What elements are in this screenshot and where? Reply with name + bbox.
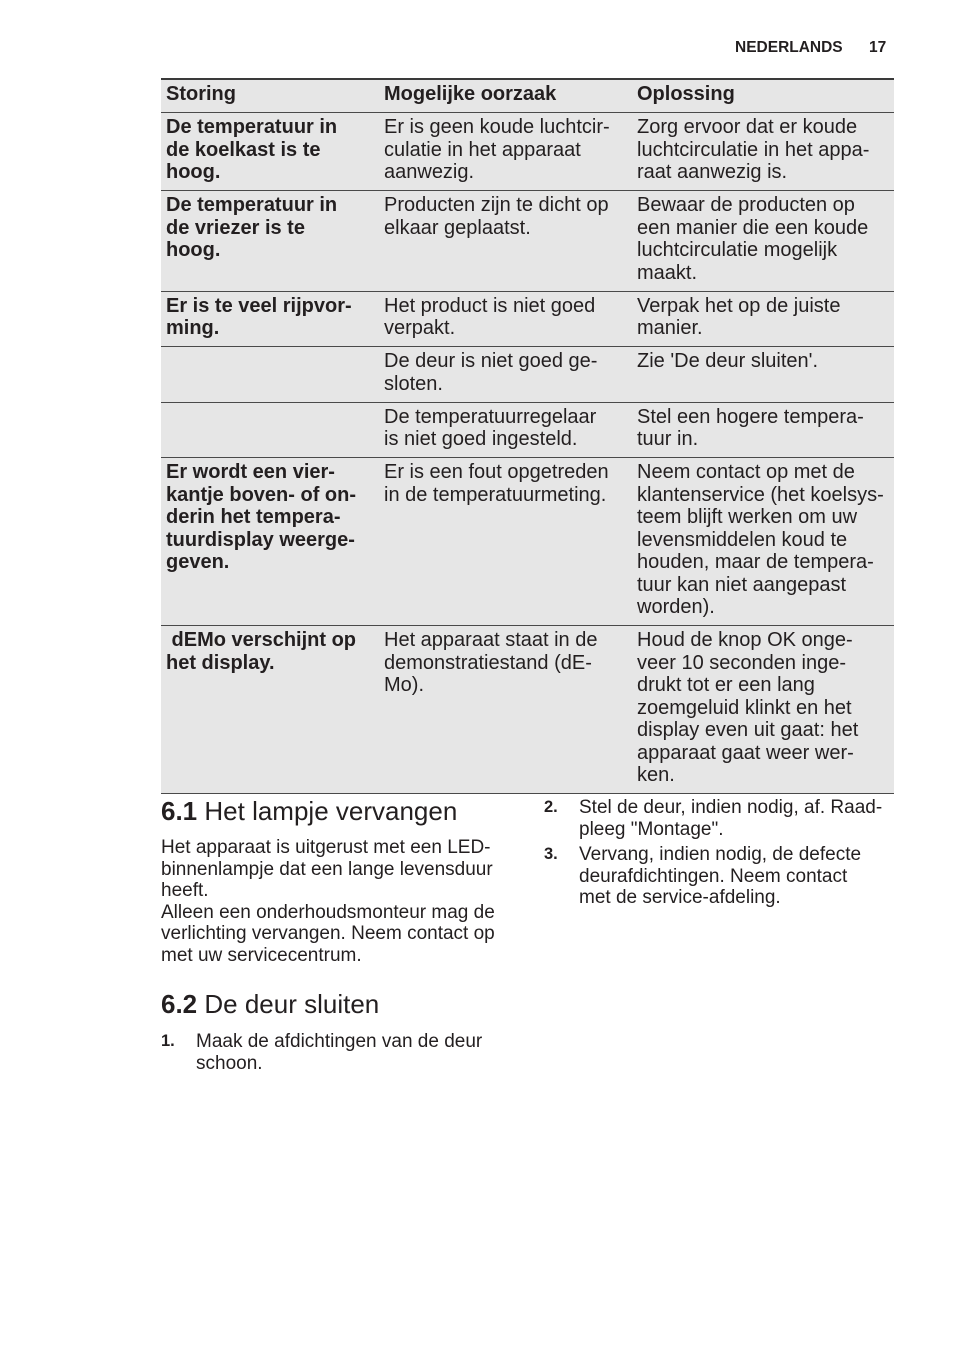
cell-storing: De temperatuur in de vriezer is te hoog. <box>166 194 338 261</box>
header-language: NEDERLANDS <box>735 39 843 56</box>
cell-mogelijke-oorzaak: De deur is niet goed ge- sloten. <box>384 350 598 395</box>
column-header-oplossing: Oplossing <box>637 83 735 105</box>
cell-oplossing: Houd de knop OK onge- veer 10 seconden inge- drukt tot er een lang zoemgeluid klinkt en het display even uit gaat: het apparaat gaat weer wer- ken. <box>637 629 859 786</box>
cell-oplossing: Zie 'De deur sluiten'. <box>637 350 819 372</box>
cell-mogelijke-oorzaak: Er is geen koude luchtcir- culatie in het apparaat aanwezig. <box>384 116 610 183</box>
column-header-storing: Storing <box>166 83 236 105</box>
troubleshooting-table <box>161 78 894 794</box>
cell-mogelijke-oorzaak: Er is een fout opgetreden in de temperatuurmeting. <box>384 461 609 506</box>
table-row <box>161 347 894 403</box>
cell-storing: De temperatuur in de koelkast is te hoog. <box>166 116 338 183</box>
table-row <box>161 403 894 459</box>
section-number: 6.2 <box>161 989 198 1019</box>
table-row <box>161 626 894 794</box>
paragraph: Het apparaat is uitgerust met een LED- binnenlampje dat een lange levensduur heeft. <box>161 837 493 902</box>
table-row <box>161 113 894 191</box>
section-title: Het lampje vervangen <box>204 796 458 826</box>
table-header-row <box>161 80 894 113</box>
section-number: 6.1 <box>161 796 198 826</box>
cell-storing <box>161 347 379 402</box>
cell-oplossing: Bewaar de producten op een manier die een koude luchtcirculatie mogelijk maakt. <box>637 194 869 284</box>
step-text: Vervang, indien nodig, de defecte deurafdichtingen. Neem contact met de service-afdeling. <box>579 844 862 909</box>
step-number: 2. <box>544 798 558 816</box>
step-text: Stel de deur, indien nodig, af. Raad- pleeg "Montage". <box>579 797 883 840</box>
section-heading-6-2 <box>161 989 379 1019</box>
cell-oplossing: Zorg ervoor dat er koude luchtcirculatie in het appa- raat aanwezig is. <box>637 116 870 183</box>
cell-storing <box>161 403 379 458</box>
paragraph: Alleen een onderhoudsmonteur mag de verlichting vervangen. Neem contact op met uw servicecentrum. <box>161 901 495 966</box>
cell-storing: Er wordt een vier- kantje boven- of on- derin het tempera- tuurdisplay weerge- geven. <box>166 461 356 573</box>
step-text: Maak de afdichtingen van de deur schoon. <box>196 1031 483 1074</box>
cell-mogelijke-oorzaak: De temperatuurregelaar is niet goed ingesteld. <box>384 405 597 450</box>
step-number: 3. <box>544 845 558 863</box>
table-row <box>161 191 894 292</box>
section-6-1-body <box>161 837 511 967</box>
cell-oplossing: Stel een hogere tempera- tuur in. <box>637 405 864 450</box>
cell-mogelijke-oorzaak: Producten zijn te dicht op elkaar geplaatst. <box>384 194 609 239</box>
table-row <box>161 292 894 348</box>
cell-storing: Er is te veel rijpvor- ming. <box>166 294 352 339</box>
page-number: 17 <box>869 39 887 56</box>
step-number: 1. <box>161 1032 175 1050</box>
list-item-step-2 <box>544 797 894 840</box>
list-item-step-1 <box>161 1031 511 1074</box>
list-item-step-3 <box>544 844 894 909</box>
table-row <box>161 458 894 626</box>
cell-oplossing: Verpak het op de juiste manier. <box>637 294 841 339</box>
column-header-mogelijke-oorzaak: Mogelijke oorzaak <box>384 83 557 105</box>
section-heading-6-1 <box>161 796 457 826</box>
cell-storing: dEMo verschijnt op het display. <box>166 629 357 674</box>
cell-oplossing: Neem contact op met de klantenservice (het koelsys- teem blijft werken om uw levensmiddelen koud te houden, maar de tempera- tuur kan niet aangepast worden). <box>637 461 884 618</box>
cell-mogelijke-oorzaak: Het product is niet goed verpakt. <box>384 294 596 339</box>
cell-mogelijke-oorzaak: Het apparaat staat in de demonstratiestand (dE- Mo). <box>384 629 598 696</box>
section-title: De deur sluiten <box>204 989 380 1019</box>
